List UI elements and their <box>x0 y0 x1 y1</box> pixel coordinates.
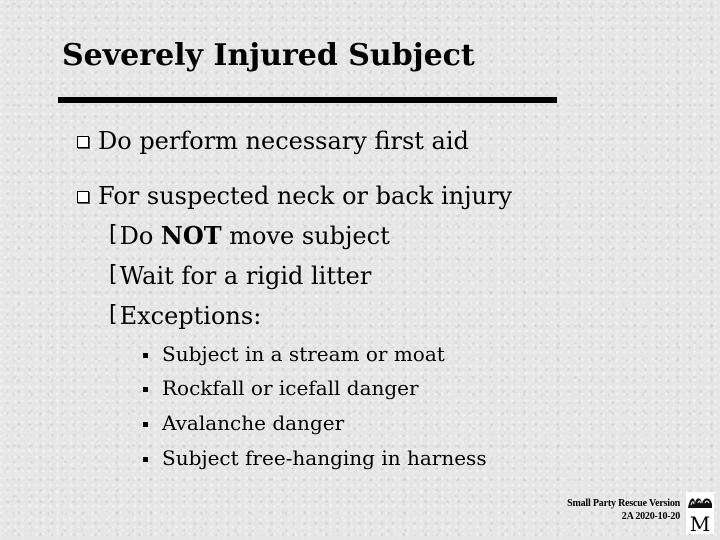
sub-bullet-text-prefix: Do <box>119 222 161 250</box>
exception-text: Avalanche danger <box>162 411 345 435</box>
footer-line-1: Small Party Rescue Version <box>567 498 680 509</box>
sub-bullet-text-suffix: move subject <box>221 222 390 250</box>
bracket-icon: [ <box>109 222 118 247</box>
sub-bullet-rigid-litter <box>109 264 371 288</box>
checkbox-icon <box>77 136 89 148</box>
sub-bullet-do-not-move <box>109 221 390 250</box>
checkbox-icon <box>77 191 89 203</box>
exception-item <box>143 378 419 398</box>
bullet-neck-back-injury <box>77 184 512 208</box>
title-underline <box>58 97 557 103</box>
slide-title: Severely Injured Subject <box>62 38 475 73</box>
exception-text: Subject in a stream or moat <box>162 342 445 366</box>
footer-line-2: 2A 2020-10-20 <box>621 511 680 522</box>
sub-bullet-exceptions <box>109 304 261 328</box>
sub-bullet-text: Wait for a rigid litter <box>119 262 372 290</box>
exception-item <box>143 344 445 364</box>
square-bullet-icon <box>143 422 148 427</box>
bracket-icon: [ <box>109 262 118 287</box>
bracket-icon: [ <box>109 302 118 327</box>
exception-text: Rockfall or icefall danger <box>162 376 419 400</box>
exception-text: Subject free-hanging in harness <box>162 446 487 470</box>
exception-item <box>143 448 487 468</box>
exception-item <box>143 413 344 433</box>
bullet-text: For suspected neck or back injury <box>98 182 512 210</box>
footer-version <box>567 497 680 523</box>
bullet-first-aid <box>77 129 469 153</box>
sub-bullet-text-bold: NOT <box>160 221 222 250</box>
square-bullet-icon <box>143 457 148 462</box>
square-bullet-icon <box>143 387 148 392</box>
mountain-rescue-logo-icon <box>686 492 714 534</box>
bullet-text: Do perform necessary first aid <box>98 127 469 155</box>
logo-letter: M <box>689 512 711 534</box>
sub-bullet-text: Exceptions: <box>119 302 262 330</box>
square-bullet-icon <box>143 353 148 358</box>
